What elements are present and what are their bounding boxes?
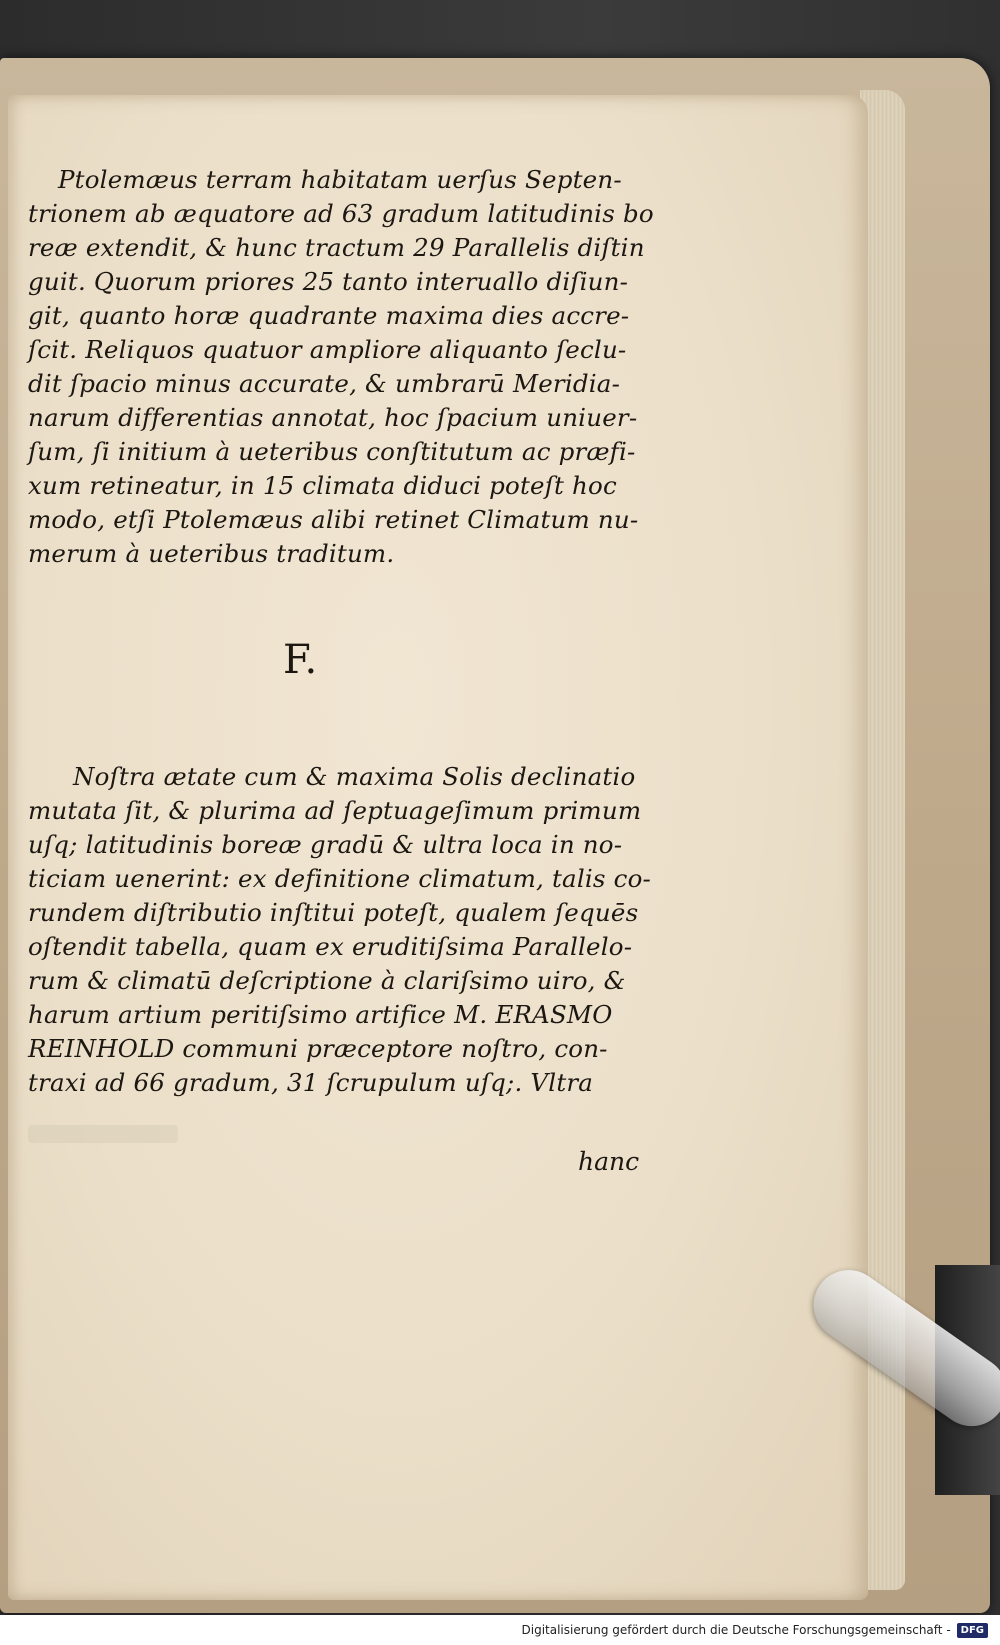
text-line: rum & climatū deſcriptione à clariſsimo uiro, & — [28, 966, 626, 995]
dfg-logo: DFG — [957, 1623, 988, 1638]
text-line: dit ſpacio minus accurate, & umbrarū Meridia- — [28, 369, 621, 398]
signature-mark: F. — [283, 637, 318, 683]
text-line: oſtendit tabella, quam ex eruditiſsima Parallelo- — [28, 932, 633, 961]
text-line: mutata ſit, & plurima ad ſeptuageſimum primum — [28, 796, 642, 825]
text-line: harum artium peritiſsimo artifice M. ERASMO — [28, 1000, 613, 1029]
text-line: git, quanto horæ quadrante maxima dies accre- — [28, 301, 630, 330]
text-line: ſum, ſi initium à ueteribus conſtitutum ac præfi- — [28, 437, 636, 466]
text-line: trionem ab æquatore ad 63 gradum latitudinis bo — [28, 199, 654, 228]
text-line: xum retineatur, in 15 climata diduci poteſt hoc — [28, 471, 617, 500]
text-line: Noſtra ætate cum & maxima Solis declinatio — [73, 762, 636, 791]
paragraph-2 — [28, 760, 652, 1100]
text-line: Ptolemæus terram habitatam uerſus Septen- — [58, 165, 622, 194]
faint-bleed-mark — [28, 1125, 178, 1143]
text-line: reæ extendit, & hunc tractum 29 Parallelis diſtin — [28, 233, 645, 262]
catchword: hanc — [578, 1147, 640, 1176]
book-page — [8, 95, 868, 1600]
text-line: traxi ad 66 gradum, 31 ſcrupulum uſq;. Vltra — [28, 1068, 594, 1097]
text-line: narum differentias annotat, hoc ſpacium uniuer- — [28, 403, 638, 432]
text-line: merum à ueteribus traditum. — [28, 539, 395, 568]
footer-credit: Digitalisierung gefördert durch die Deutsche Forschungsgemeinschaft - — [521, 1623, 951, 1637]
text-line: uſq; latitudinis boreæ gradū & ultra loca in no- — [28, 830, 623, 859]
text-line: ticiam uenerint: ex definitione climatum, talis co- — [28, 864, 652, 893]
text-line: REINHOLD communi præceptore noſtro, con- — [28, 1034, 608, 1063]
paragraph-1 — [28, 163, 654, 571]
footer-bar — [0, 1615, 1000, 1645]
text-line: ſcit. Reliquos quatuor ampliore aliquanto ſeclu- — [28, 335, 627, 364]
text-line: guit. Quorum priores 25 tanto interuallo diſiun- — [28, 267, 629, 296]
text-line: rundem diſtributio inſtitui poteſt, qualem ſequēs — [28, 898, 639, 927]
text-line: modo, etſi Ptolemæus alibi retinet Climatum nu- — [28, 505, 639, 534]
